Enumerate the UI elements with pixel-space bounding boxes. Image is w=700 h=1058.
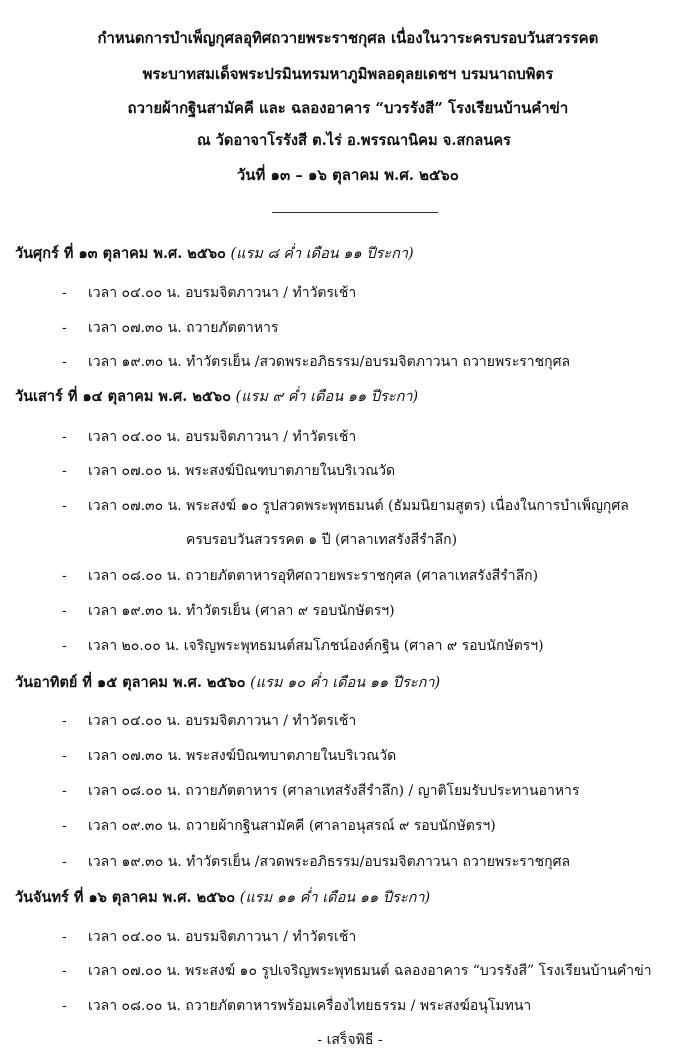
divider-line <box>272 212 438 213</box>
bullet-dash: - <box>62 713 67 729</box>
bullet-dash: - <box>62 285 67 301</box>
schedule-item <box>62 711 356 731</box>
day-heading-saturday <box>15 387 418 407</box>
schedule-item-continuation: ครบรอบวันสวรรคต ๑ ปี (ศาลาเทสรังสีรำลึก) <box>186 532 458 548</box>
day-date: วันอาทิตย์ ที่ ๑๕ ตุลาคม พ.ศ. ๒๕๖๐ <box>15 674 246 691</box>
item-text: เวลา ๑๙.๓๐ น. ทำวัตรเย็น /สวดพระอภิธรรม/อบรมจิตภาวนา ถวายพระราชกุศล <box>88 854 571 870</box>
day-heading-friday <box>15 244 414 264</box>
bullet-dash: - <box>62 783 67 799</box>
item-text: เวลา ๐๙.๓๐ น. ถวายผ้ากฐินสามัคคี (ศาลาอนุสรณ์ ๙ รอบนักษัตรฯ) <box>88 818 496 834</box>
schedule-item <box>62 566 538 586</box>
bullet-dash: - <box>62 354 67 370</box>
schedule-item <box>62 996 531 1016</box>
schedule-item <box>62 816 496 836</box>
lunar-date: (แรม ๑๑ ค่ำ เดือน ๑๑ ปีระกา) <box>239 890 431 906</box>
item-text: เวลา ๐๘.๐๐ น. ถวายภัตตาหารพร้อมเครื่องไทยธรรม / พระสงฆ์อนุโมทนา <box>88 998 532 1014</box>
bullet-dash: - <box>62 320 67 336</box>
header-line-5-dates: วันที่ ๑๓ – ๑๖ ตุลาคม พ.ศ. ๒๕๖๐ <box>236 166 459 184</box>
item-text: เวลา ๐๔.๐๐ น. อบรมจิตภาวนา / ทำวัตรเช้า <box>88 929 357 945</box>
schedule-item <box>62 927 356 947</box>
bullet-dash: - <box>62 568 67 584</box>
bullet-dash: - <box>62 748 67 764</box>
schedule-item <box>62 746 396 766</box>
day-heading-sunday <box>15 673 440 693</box>
bullet-dash: - <box>62 963 67 979</box>
schedule-item <box>62 352 570 372</box>
schedule-item <box>62 427 356 447</box>
header-line-4: ณ วัดอาจาโรรังสี ต.ไร่ อ.พรรณานิคม จ.สกลนคร <box>196 131 511 149</box>
item-text: เวลา ๑๙.๓๐ น. ทำวัตรเย็น (ศาลา ๙ รอบนักษัตรฯ) <box>88 603 395 619</box>
bullet-dash: - <box>62 463 67 479</box>
lunar-date: (แรม ๙ ค่ำ เดือน ๑๑ ปีระกา) <box>235 389 419 405</box>
closing-line: - เสร็จพิธี - <box>317 1032 383 1048</box>
bullet-dash: - <box>62 998 67 1014</box>
item-text: เวลา ๐๘.๐๐ น. ถวายภัตตาหารอุทิศถวายพระราชกุศล (ศาลาเทสรังสีรำลึก) <box>88 568 539 584</box>
item-text: เวลา ๑๙.๓๐ น. ทำวัตรเย็น /สวดพระอภิธรรม/อบรมจิตภาวนา ถวายพระราชกุศล <box>88 354 571 370</box>
item-text: เวลา ๒๐.๐๐ น. เจริญพระพุทธมนต์สมโภชน์องค์กฐิน (ศาลา ๙ รอบนักษัตรฯ) <box>88 638 544 654</box>
item-text: เวลา ๐๗.๓๐ น. พระสงฆ์บิณฑบาตภายในบริเวณวัด <box>88 748 397 764</box>
item-text: เวลา ๐๗.๓๐ น. ถวายภัตตาหาร <box>88 320 279 336</box>
schedule-item <box>62 601 395 621</box>
day-date: วันเสาร์ ที่ ๑๔ ตุลาคม พ.ศ. ๒๕๖๐ <box>15 388 231 405</box>
schedule-item <box>62 461 395 481</box>
schedule-item <box>62 318 278 338</box>
schedule-item <box>62 961 652 981</box>
bullet-dash: - <box>62 638 67 654</box>
day-date: วันจันทร์ ที่ ๑๖ ตุลาคม พ.ศ. ๒๕๖๐ <box>15 889 236 906</box>
schedule-item <box>62 283 356 303</box>
header-line-3: ถวายผ้ากฐินสามัคคี และ ฉลองอาคาร “บวรรังสี” โรงเรียนบ้านคำข่า <box>127 99 569 117</box>
header-line-2: พระบาทสมเด็จพระปรมินทรมหาภูมิพลอดุลยเดชฯ บรมนาถบพิตร <box>142 65 554 83</box>
item-text: เวลา ๐๗.๐๐ น. พระสงฆ์บิณฑบาตภายในบริเวณวัด <box>88 463 396 479</box>
item-text: เวลา ๐๘.๐๐ น. ถวายภัตตาหาร (ศาลาเทสรังสีรำลึก) / ญาติโยมรับประทานอาหาร <box>88 783 580 799</box>
bullet-dash: - <box>62 603 67 619</box>
schedule-item <box>62 781 579 801</box>
bullet-dash: - <box>62 498 67 514</box>
item-text: เวลา ๐๗.๓๐ น. พระสงฆ์ ๑๐ รูปสวดพระพุทธมนต์ (ธัมมนิยามสูตร) เนื่องในการบำเพ็ญกุศล <box>88 498 629 514</box>
bullet-dash: - <box>62 429 67 445</box>
item-text: เวลา ๐๔.๐๐ น. อบรมจิตภาวนา / ทำวัตรเช้า <box>88 429 357 445</box>
header-line-1: กำหนดการบำเพ็ญกุศลอุทิศถวายพระราชกุศล เนื่องในวาระครบรอบวันสวรรคต <box>97 29 599 47</box>
day-date: วันศุกร์ ที่ ๑๓ ตุลาคม พ.ศ. ๒๕๖๐ <box>15 245 226 262</box>
lunar-date: (แรม ๑๐ ค่ำ เดือน ๑๑ ปีระกา) <box>250 675 441 691</box>
bullet-dash: - <box>62 854 67 870</box>
schedule-item <box>62 852 570 872</box>
lunar-date: (แรม ๘ ค่ำ เดือน ๑๑ ปีระกา) <box>230 246 414 262</box>
item-text: เวลา ๐๗.๐๐ น. พระสงฆ์ ๑๐ รูปเจริญพระพุทธมนต์ ฉลองอาคาร “บวรรังสี” โรงเรียนบ้านคำข่า <box>88 963 652 979</box>
bullet-dash: - <box>62 818 67 834</box>
schedule-item <box>62 636 544 656</box>
day-heading-monday <box>15 888 430 908</box>
item-text: เวลา ๐๔.๐๐ น. อบรมจิตภาวนา / ทำวัตรเช้า <box>88 713 357 729</box>
bullet-dash: - <box>62 929 67 945</box>
item-text: เวลา ๐๔.๐๐ น. อบรมจิตภาวนา / ทำวัตรเช้า <box>88 285 357 301</box>
schedule-item <box>62 496 629 516</box>
